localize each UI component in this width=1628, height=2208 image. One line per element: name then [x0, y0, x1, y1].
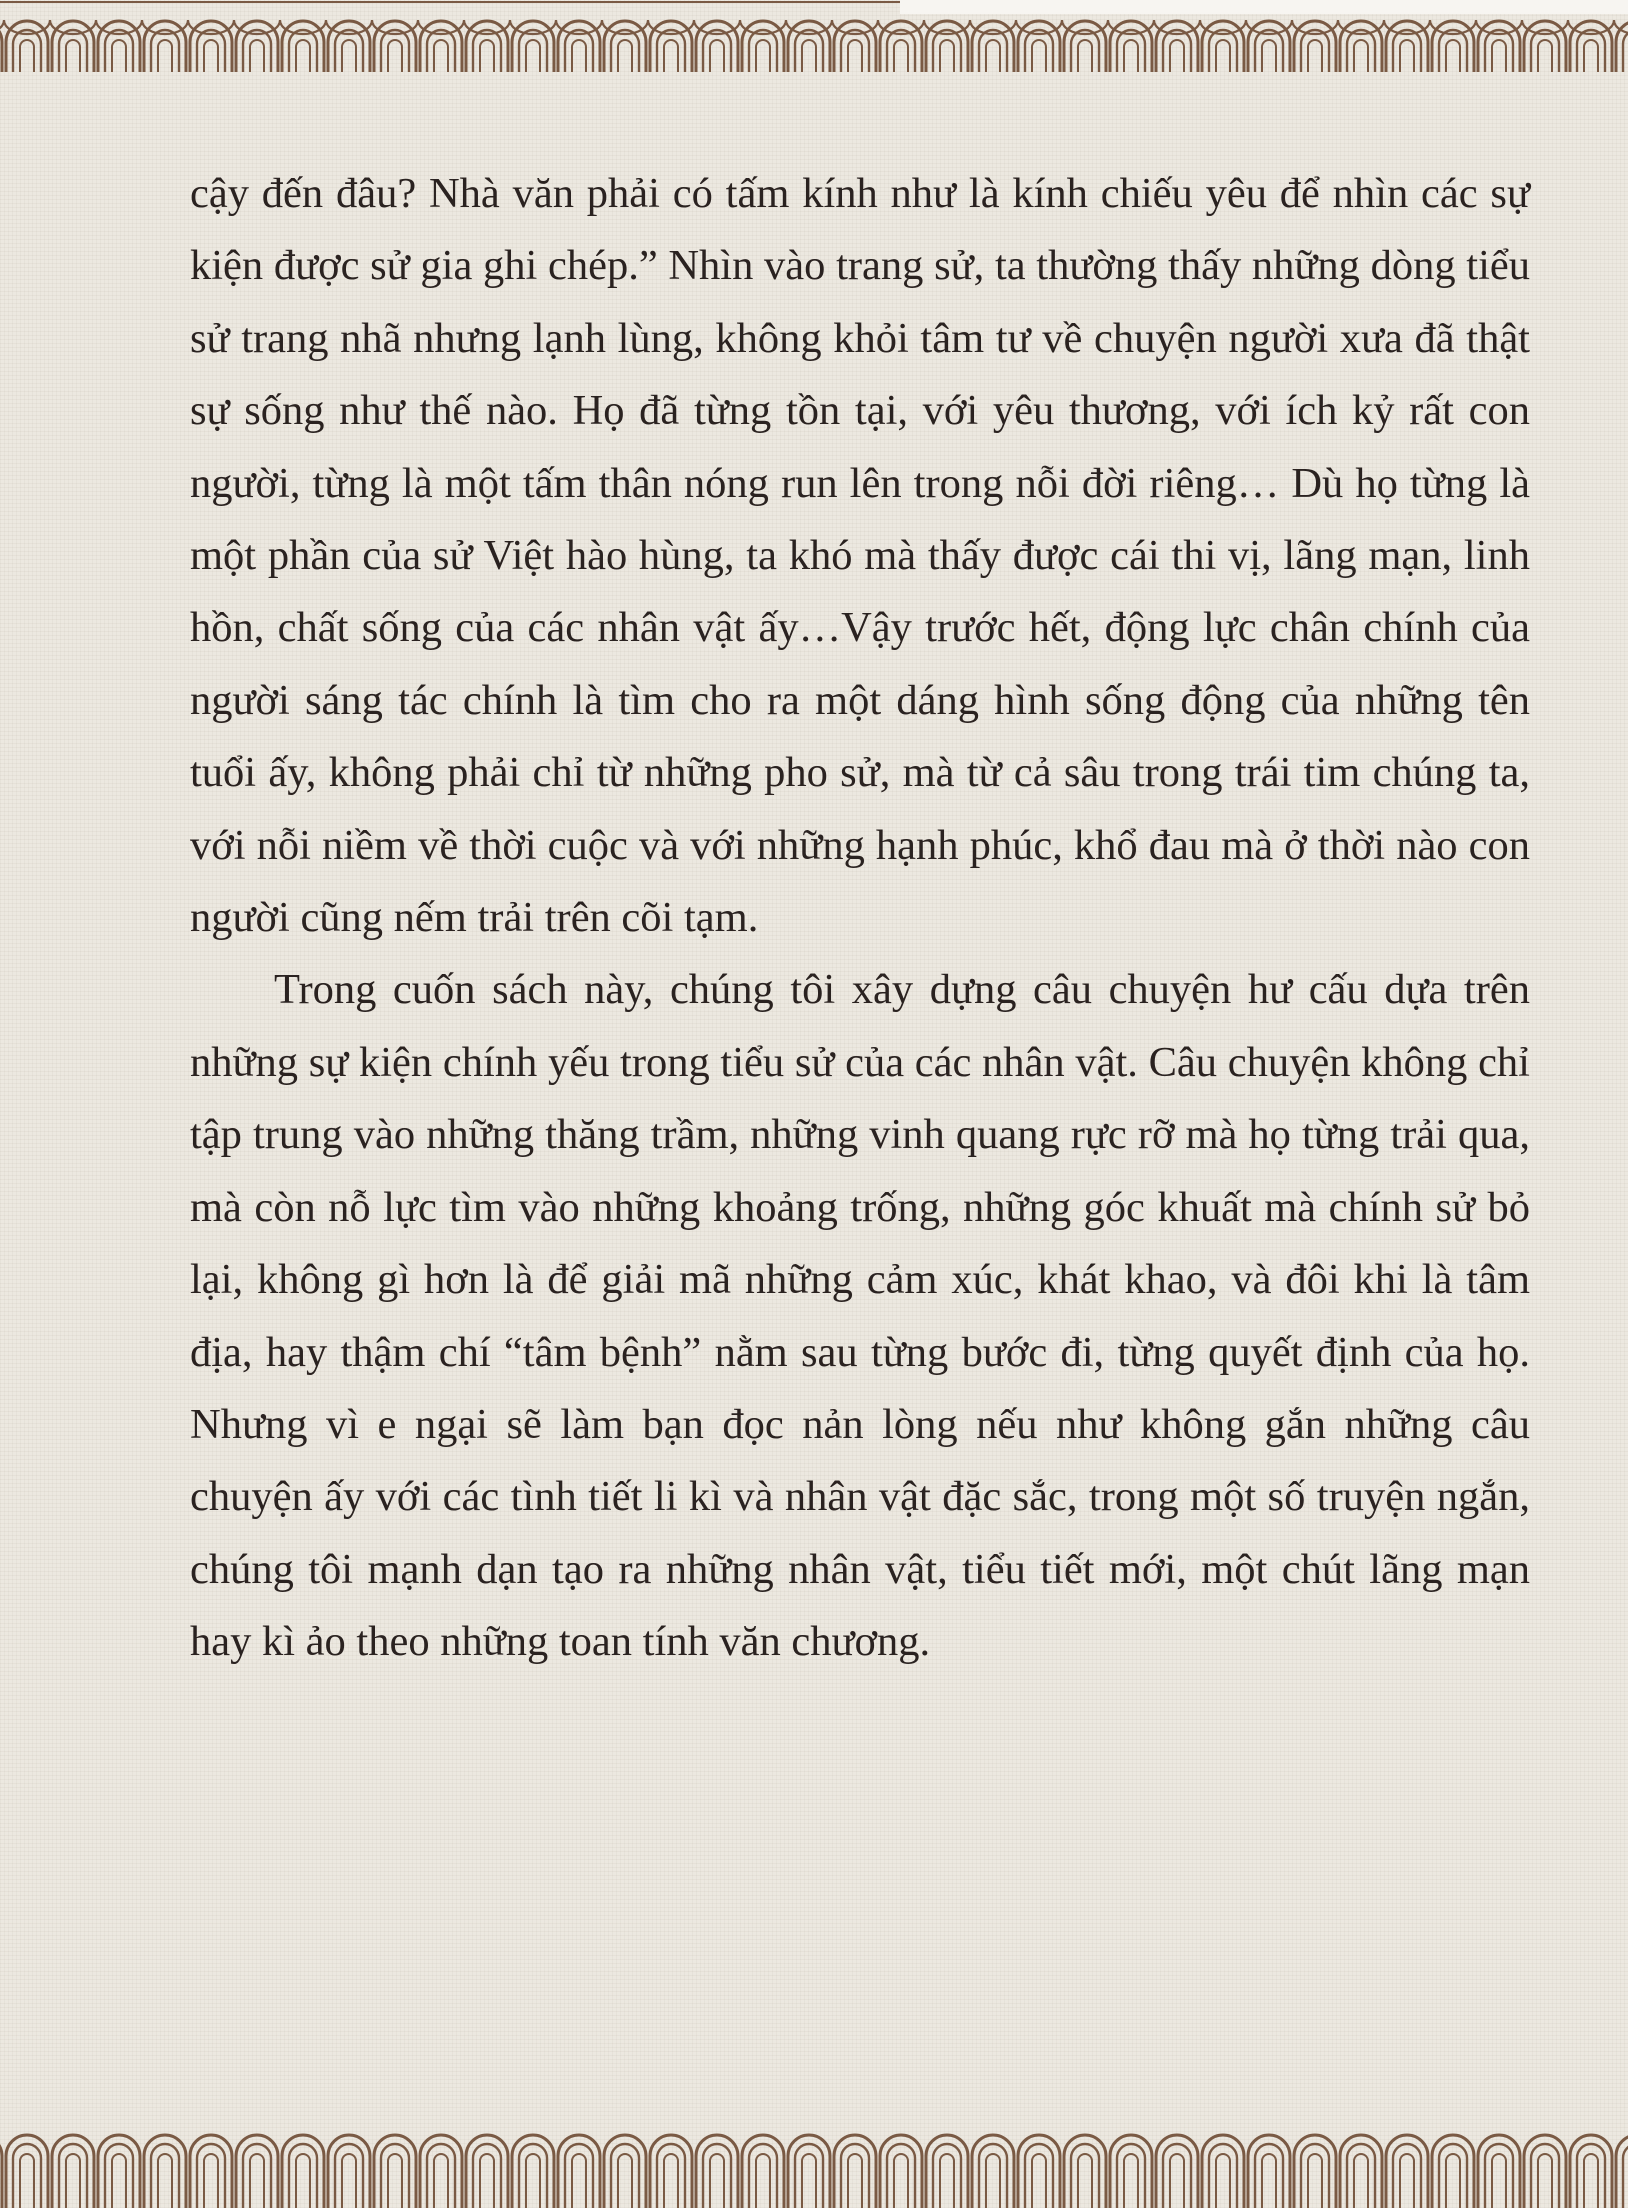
paragraph-2: Trong cuốn sách này, chúng tôi xây dựng câu chuyện hư cấu dựa trên những sự kiện chính yếu trong tiểu sử của các nhân vật. Câu chuyện không chỉ tập trung vào những thăng trầm, những vinh quang rực rỡ mà họ từng trải qua, mà còn nỗ lực tìm vào những khoảng trống, những góc khuất mà chính sử bỏ lại, không gì hơn là để giải mã những cảm xúc, khát khao, và đôi khi là tâm địa, hay thậm chí “tâm bệnh” nằm sau từng bước đi, từng quyết định của họ. Nhưng vì e ngại sẽ làm bạn đọc nản lòng nếu như không gắn những câu chuyện ấy với các tình tiết li kì và nhân vật đặc sắc, trong một số truyện ngắn, chúng tôi mạnh dạn tạo ra những nhân vật, tiểu tiết mới, một chút lãng mạn hay kì ảo theo những toan tính văn chương.	[190, 966, 1530, 1666]
paragraph-1: cậy đến đâu? Nhà văn phải có tấm kính như là kính chiếu yêu để nhìn các sự kiện được sử gia ghi chép.” Nhìn vào trang sử, ta thường thấy những dòng tiểu sử trang nhã nhưng lạnh lùng, không khỏi tâm tư về chuyện người xưa đã thật sự sống như thế nào. Họ đã từng tồn tại, với yêu thương, với ích kỷ rất con người, từng là một tấm thân nóng run lên trong nỗi đời riêng… Dù họ từng là một phần của sử Việt hào hùng, ta khó mà thấy được cái thi vị, lãng mạn, linh hồn, chất sống của các nhân vật ấy…Vậy trước hết, động lực chân chính của người sáng tác chính là tìm cho ra một dáng hình sống động của những tên tuổi ấy, không phải chỉ từ những pho sử, mà từ cả sâu trong trái tim chúng ta, với nỗi niềm về thời cuộc và với những hạnh phúc, khổ đau mà ở thời nào con người cũng nếm trải trên cõi tạm.	[190, 170, 1530, 942]
book-page-body	[190, 158, 1530, 1679]
bottom-ornamental-border	[0, 2124, 1628, 2208]
top-ornamental-border	[0, 0, 1628, 80]
